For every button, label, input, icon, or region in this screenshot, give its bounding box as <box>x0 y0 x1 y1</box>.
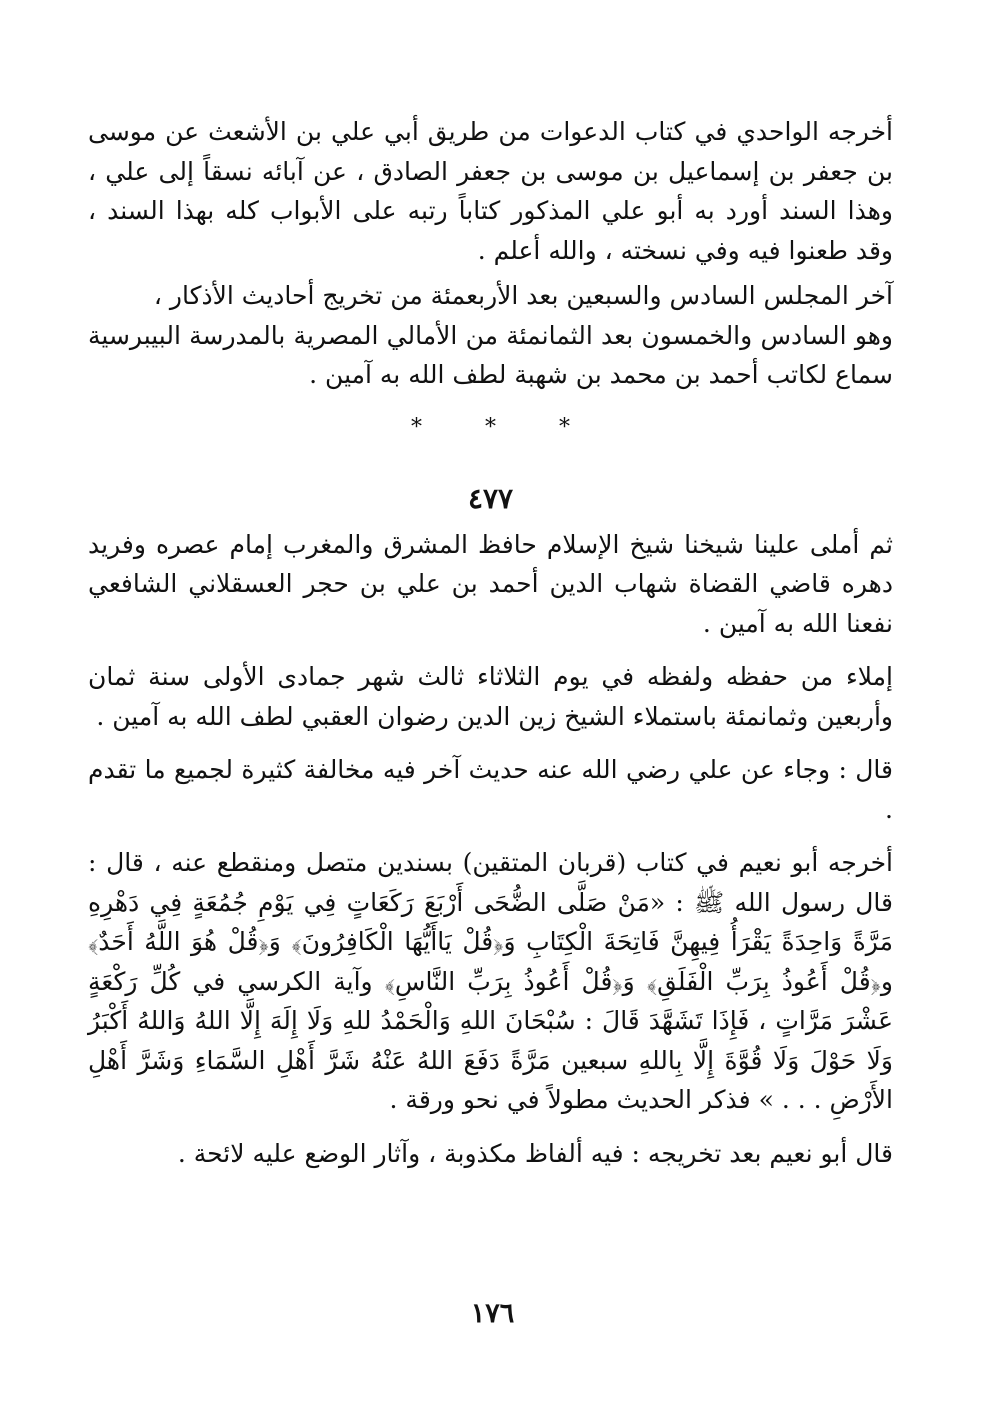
paragraph-majlis-end: آخر المجلس السادس والسبعين بعد الأربعمئة من تخريج أحاديث الأذكار ، <box>153 281 893 310</box>
hadith-number: ٤٧٧ <box>467 481 514 515</box>
paragraph-imla-intro: ثم أملى علينا شيخنا شيخ الإسلام حافظ المشرق والمغرب إمام عصره وفريد دهره قاضي القضاة شهاب الدين أحمد بن علي بن حجر العسقلاني الشافعي نفعنا الله به آمين . <box>88 529 893 638</box>
paragraph-amali-colophon: وهو السادس والخمسون بعد الثمانمئة من الأمالي المصرية بالمدرسة البيبرسية سماع لكاتب أحمد بن محمد بن شهبة لطف الله به آمين . <box>88 320 893 389</box>
paragraph-wahidi-takhrij: أخرجه الواحدي في كتاب الدعوات من طريق أبي علي بن الأشعث عن موسى بن جعفر بن إسماعيل بن موسى بن جعفر الصادق ، عن آبائه نسقاً إلى علي ، وهذا السند أورد به أبو علي المذكور كتاباً رتبه على الأبواب كله بهذا السند ، وقد طعنوا فيه وفي نسخته ، والله أعلم . <box>88 117 893 265</box>
paragraph-abu-nuaym-verdict: قال أبو نعيم بعد تخريجه : فيه ألفاظ مكذوبة ، وآثار الوضع عليه لائحة . <box>177 1138 893 1168</box>
paragraph-ali-hadith: قال : وجاء عن علي رضي الله عنه حديث آخر فيه مخالفة كثيرة لجميع ما تقدم . <box>88 755 893 824</box>
page-number: ١٧٦ <box>470 1298 515 1329</box>
paragraph-imla-date: إملاء من حفظه ولفظه في يوم الثلاثاء ثالث شهر جمادى الأولى سنة ثمان وأربعين وثمانمئة باستملاء الشيخ زين الدين رضوان العقبي لطف الله به آمين . <box>88 662 893 731</box>
section-separator: * * * <box>411 414 598 440</box>
paragraph-abu-nuaym-hadith: أخرجه أبو نعيم في كتاب (قربان المتقين) بسندين متصل ومنقطع عنه ، قال : قال رسول الله ﷺ : «مَنْ صَلَّى الضُّحَى أَرْبَعَ رَكَعَاتٍ فِي يَوْمِ جُمُعَةٍ فِي دَهْرِهِ مَرَّةً وَاحِدَةً يَقْرَأُ فِيهِنَّ فَاتِحَةَ الْكِتَابِ وَ﴿قُلْ يَاأَيُّهَا الْكَافِرُونَ﴾ وَ﴿قُلْ هُوَ اللَّهُ أَحَدٌ﴾ و﴿قُلْ أَعُوذُ بِرَبِّ الْفَلَقِ﴾ وَ﴿قُلْ أَعُوذُ بِرَبِّ النَّاسِ﴾ وآية الكرسي في كُلِّ رَكْعَةٍ عَشْرَ مَرَّاتٍ ، فَإِذَا تَشَهَّدَ قَالَ : سُبْحَانَ اللهِ وَالْحَمْدُ للهِ وَلَا إِلَهَ إِلَّا اللهُ وَاللهُ أَكْبَرُ وَلَا حَوْلَ وَلَا قُوَّةَ إِلَّا بِاللهِ سبعين مَرَّةً دَفَعَ اللهُ عَنْهُ شَرَّ أَهْلِ السَّمَاءِ وَشَرَّ أَهْلِ الأَرْضِ . . . » فذكر الحديث مطولاً في نحو ورقة . <box>88 848 893 1114</box>
